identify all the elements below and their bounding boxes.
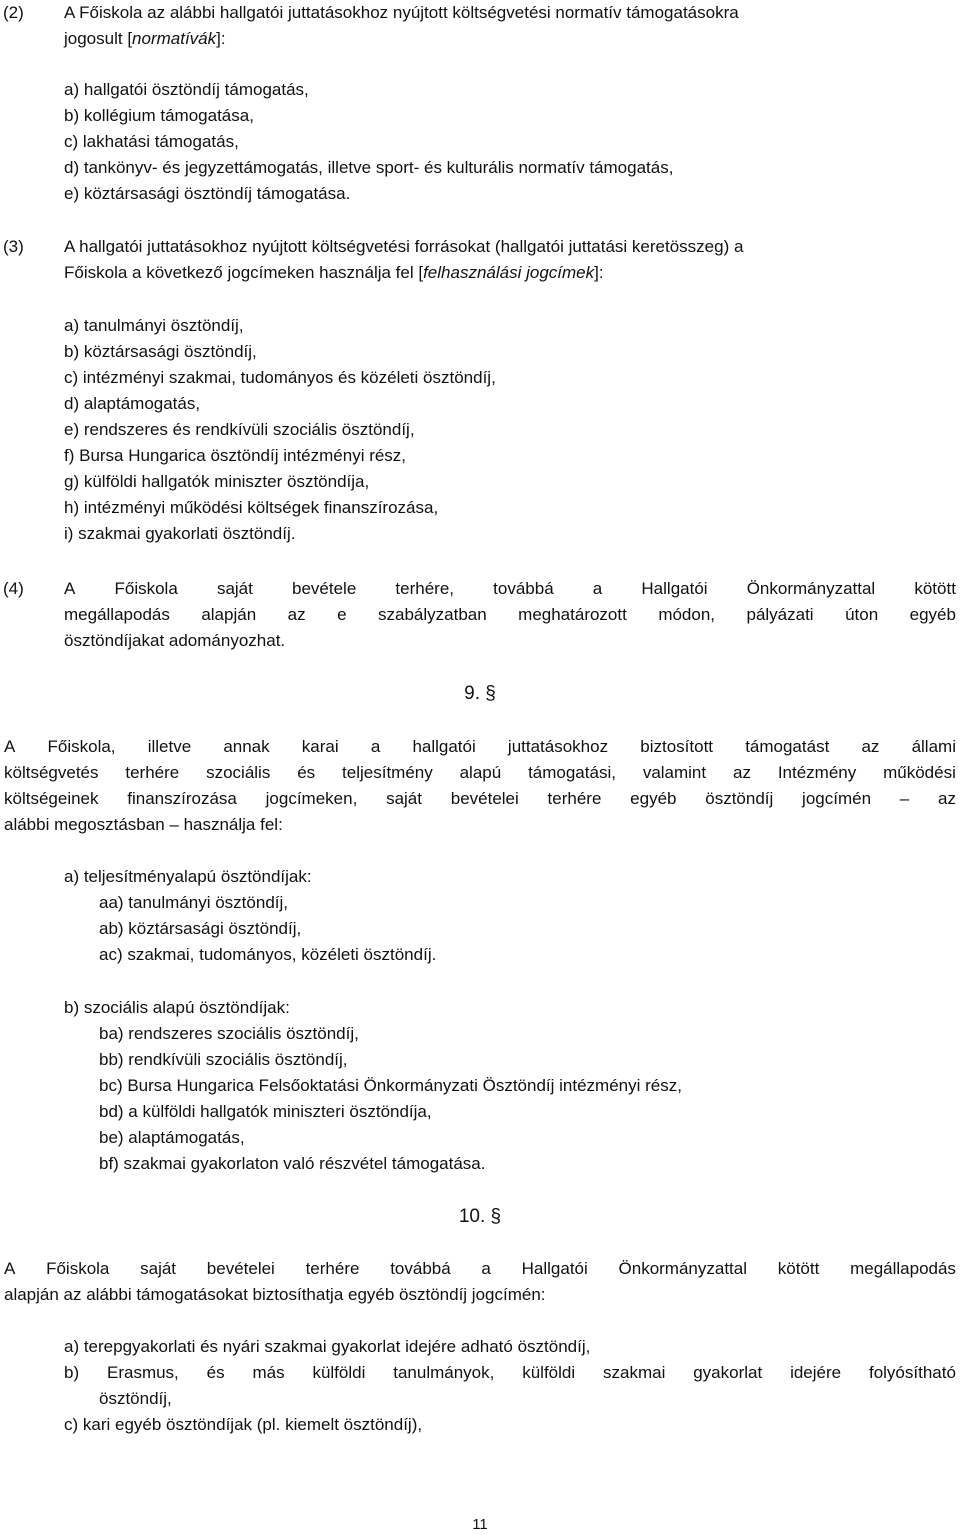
word: módon,	[658, 605, 716, 624]
word: meghatározott	[518, 605, 627, 624]
word: saját	[140, 1259, 177, 1278]
word: az	[287, 605, 306, 624]
word: kötött	[914, 579, 956, 598]
section9-item-aa: aa) tanulmányi ösztöndíj,	[99, 893, 288, 912]
word: Hallgatói	[521, 1259, 588, 1278]
section9-heading: 9. §	[464, 683, 496, 704]
word: A	[4, 1259, 16, 1278]
word: állami	[911, 737, 956, 756]
section9-item-bd: bd) a külföldi hallgatók miniszteri ösztöndíja,	[99, 1102, 432, 1121]
word: Intézmény	[777, 763, 857, 782]
para3-line1: A hallgatói juttatásokhoz nyújtott költségvetési forrásokat (hallgatói juttatási keretösszeg) a	[64, 237, 744, 256]
word: külföldi	[522, 1363, 576, 1382]
word: Főiskola	[114, 579, 178, 598]
word: és	[297, 763, 316, 782]
para2-line2: jogosult [normatívák]:	[64, 29, 226, 48]
para2-item-a: a) hallgatói ösztöndíj támogatás,	[64, 80, 309, 99]
section9-group-a-label: a) teljesítményalapú ösztöndíjak:	[64, 867, 312, 886]
section10-item-c: c) kari egyéb ösztöndíjak (pl. kiemelt ösztöndíj),	[64, 1415, 423, 1434]
word: az	[861, 737, 880, 756]
section9-item-ac: ac) szakmai, tudományos, közéleti ösztöndíj.	[99, 945, 437, 964]
para2-number: (2)	[3, 3, 24, 22]
word: az	[938, 789, 956, 808]
word: bevételei	[450, 789, 519, 808]
word: egyéb	[630, 789, 677, 808]
word: teljesítmény	[342, 763, 433, 782]
word: a	[481, 1259, 491, 1278]
para3-item-b: b) köztársasági ösztöndíj,	[64, 342, 257, 361]
para3-item-e: e) rendszeres és rendkívüli szociális ösztöndíj,	[64, 420, 415, 439]
section9-item-bb: bb) rendkívüli szociális ösztöndíj,	[99, 1050, 348, 1069]
word: valamint	[642, 763, 707, 782]
word: és	[206, 1363, 225, 1382]
word: támogatást	[745, 737, 830, 756]
word: kötött	[777, 1259, 820, 1278]
word: saját	[216, 579, 253, 598]
word: hallgatói	[412, 737, 476, 756]
section9-item-ab: ab) köztársasági ösztöndíj,	[99, 919, 302, 938]
para2-line1: A Főiskola az alábbi hallgatói juttatásokhoz nyújtott költségvetési normatív támogatásokra	[64, 3, 739, 22]
word: e	[337, 605, 347, 624]
section10-line2: alapján az alábbi támogatásokat biztosíthatja egyéb ösztöndíj jogcímén:	[4, 1285, 546, 1304]
word: szabályzatban	[378, 605, 487, 624]
para4-line3: ösztöndíjakat adományozhat.	[64, 631, 286, 650]
word: annak	[223, 737, 270, 756]
word: A	[64, 579, 76, 598]
word: bevételei	[206, 1259, 275, 1278]
word: terhére	[547, 789, 602, 808]
section9-line4: alábbi megosztásban – használja fel:	[4, 815, 283, 834]
word: A	[4, 737, 16, 756]
para3-item-c: c) intézményi szakmai, tudományos és közéleti ösztöndíj,	[64, 368, 496, 387]
word: biztosított	[640, 737, 714, 756]
section9-line2	[4, 760, 956, 786]
word: Önkormányzattal	[618, 1259, 748, 1278]
section10-item-b	[64, 1360, 956, 1386]
word: támogatási,	[528, 763, 616, 782]
word: terhére	[125, 763, 180, 782]
word: folyósítható	[868, 1363, 956, 1382]
para3-number: (3)	[3, 237, 24, 256]
section9-group-b-label: b) szociális alapú ösztöndíjak:	[64, 998, 290, 1017]
section9-item-be: be) alaptámogatás,	[99, 1128, 245, 1147]
para2-item-c: c) lakhatási támogatás,	[64, 132, 239, 151]
word: szociális	[206, 763, 271, 782]
para4-line2	[64, 602, 956, 628]
section10-item-a: a) terepgyakorlati és nyári szakmai gyakorlat idejére adható ösztöndíj,	[64, 1337, 591, 1356]
para4-number: (4)	[3, 579, 24, 598]
word: megállapodás	[850, 1259, 956, 1278]
word: alapú	[459, 763, 502, 782]
para3-item-f: f) Bursa Hungarica ösztöndíj intézményi rész,	[64, 446, 407, 465]
para3-item-a: a) tanulmányi ösztöndíj,	[64, 316, 244, 335]
section9-item-bf: bf) szakmai gyakorlaton való részvétel támogatása.	[99, 1154, 486, 1173]
word: az	[732, 763, 751, 782]
word: egyéb	[909, 605, 956, 624]
word: jogcímén	[802, 789, 872, 808]
section10-line1	[4, 1256, 956, 1282]
para3-item-g: g) külföldi hallgatók miniszter ösztöndíja,	[64, 472, 370, 491]
para2-item-d: d) tankönyv- és jegyzettámogatás, illetve sport- és kulturális normatív támogatás,	[64, 158, 674, 177]
word: –	[899, 789, 910, 808]
word: alapján	[201, 605, 257, 624]
word: Főiskola	[46, 1259, 110, 1278]
para2-item-b: b) kollégium támogatása,	[64, 106, 254, 125]
word: finanszírozása	[127, 789, 237, 808]
word: idejére	[790, 1363, 842, 1382]
word: ösztöndíj	[705, 789, 774, 808]
word: karai	[301, 737, 339, 756]
word: szakmai	[603, 1363, 666, 1382]
word: terhére	[305, 1259, 360, 1278]
word: működési	[883, 763, 956, 782]
word: Erasmus,	[106, 1363, 179, 1382]
section10-heading: 10. §	[458, 1206, 502, 1227]
para3-item-i: i) szakmai gyakorlati ösztöndíj.	[64, 524, 296, 543]
para3-item-d: d) alaptámogatás,	[64, 394, 201, 413]
word: Önkormányzattal	[746, 579, 876, 598]
section9-line1	[4, 734, 956, 760]
para3-item-h: h) intézményi működési költségek finanszírozása,	[64, 498, 439, 517]
word: saját	[386, 789, 422, 808]
word: más	[252, 1363, 285, 1382]
page-number: 11	[472, 1516, 488, 1533]
word: Főiskola,	[47, 737, 116, 756]
word: gyakorlat	[693, 1363, 763, 1382]
word: továbbá	[390, 1259, 451, 1278]
section9-line3	[4, 786, 956, 812]
word: bevétele	[292, 579, 357, 598]
word: jogcímeken,	[265, 789, 358, 808]
word: b)	[64, 1363, 80, 1382]
para2-item-e: e) köztársasági ösztöndíj támogatása.	[64, 184, 351, 203]
word: Hallgatói	[641, 579, 708, 598]
word: terhére,	[395, 579, 455, 598]
word: tanulmányok,	[393, 1363, 495, 1382]
section9-item-bc: bc) Bursa Hungarica Felsőoktatási Önkormányzati Ösztöndíj intézményi rész,	[99, 1076, 682, 1095]
word: a	[592, 579, 603, 598]
word: megállapodás	[64, 605, 170, 624]
word: juttatásokhoz	[507, 737, 609, 756]
word: pályázati	[746, 605, 814, 624]
word: költségeinek	[4, 789, 99, 808]
section10-item-b-cont: ösztöndíj,	[99, 1389, 172, 1408]
word: költségvetés	[4, 763, 99, 782]
word: a	[370, 737, 381, 756]
word: külföldi	[312, 1363, 366, 1382]
word: úton	[845, 605, 879, 624]
para4-line1	[64, 576, 956, 602]
word: illetve	[147, 737, 192, 756]
section9-item-ba: ba) rendszeres szociális ösztöndíj,	[99, 1024, 359, 1043]
word: továbbá	[493, 579, 554, 598]
para3-line2: Főiskola a következő jogcímeken használja fel [felhasználási jogcímek]:	[64, 263, 604, 282]
